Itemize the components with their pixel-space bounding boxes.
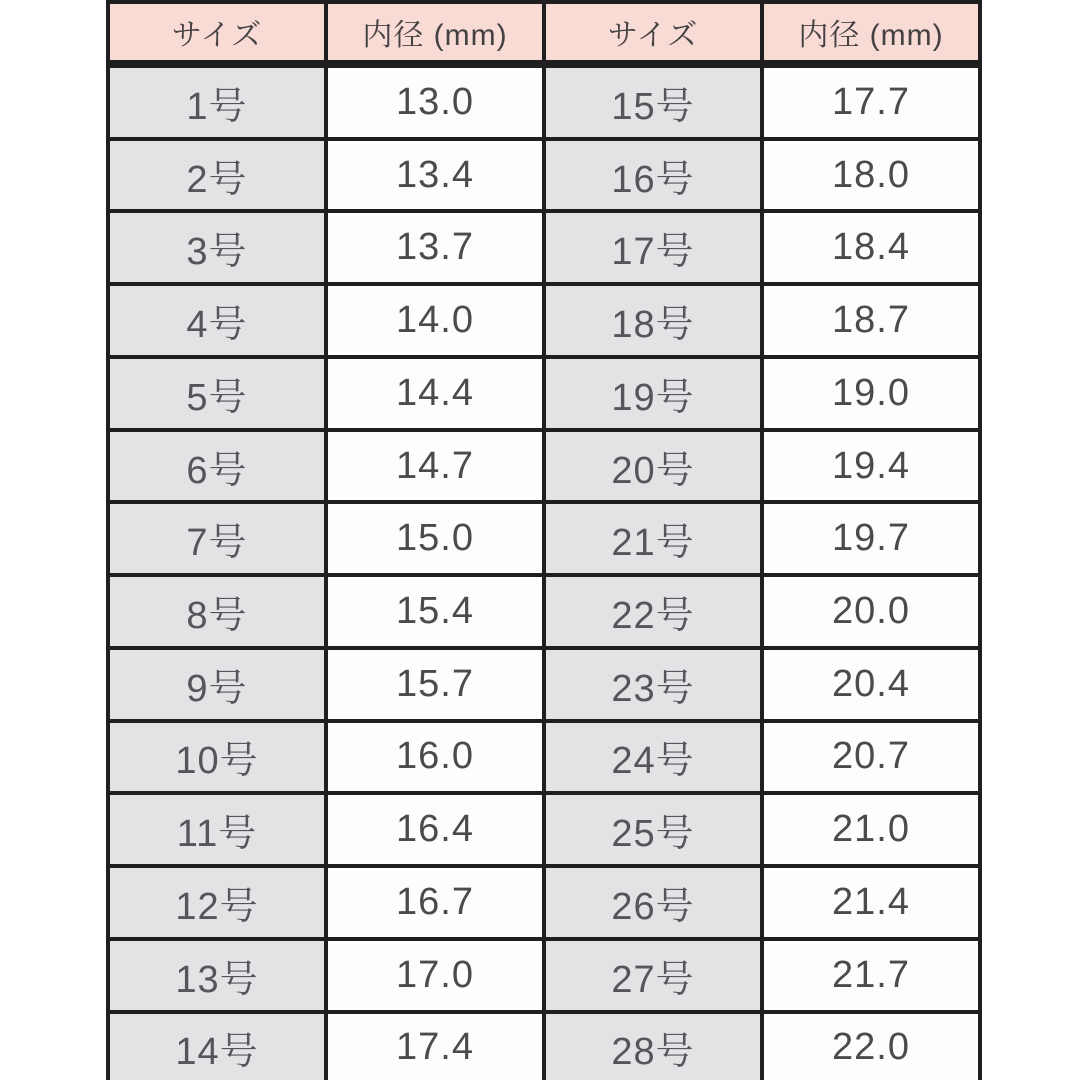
diameter-cell: 21.0 [762, 793, 980, 866]
diameter-cell: 20.0 [762, 575, 980, 648]
diameter-cell: 17.0 [326, 939, 544, 1012]
table-row [108, 1012, 980, 1080]
diameter-cell: 13.4 [326, 139, 544, 212]
table-row [108, 866, 980, 939]
table-row [108, 939, 980, 1012]
diameter-cell: 19.7 [762, 502, 980, 575]
size-cell: 11号 [108, 793, 326, 866]
size-cell: 16号 [544, 139, 762, 212]
table-row [108, 211, 980, 284]
table-row [108, 648, 980, 721]
diameter-cell: 18.4 [762, 211, 980, 284]
table-row [108, 793, 980, 866]
header-size-left: サイズ [108, 2, 326, 62]
size-cell: 4号 [108, 284, 326, 357]
ring-size-table [106, 0, 982, 1080]
size-cell: 17号 [544, 211, 762, 284]
size-cell: 18号 [544, 284, 762, 357]
diameter-cell: 16.0 [326, 721, 544, 794]
size-cell: 5号 [108, 357, 326, 430]
size-cell: 2号 [108, 139, 326, 212]
diameter-cell: 15.7 [326, 648, 544, 721]
diameter-cell: 15.0 [326, 502, 544, 575]
diameter-cell: 18.7 [762, 284, 980, 357]
size-cell: 21号 [544, 502, 762, 575]
diameter-cell: 16.4 [326, 793, 544, 866]
diameter-cell: 20.7 [762, 721, 980, 794]
diameter-cell: 21.4 [762, 866, 980, 939]
size-cell: 10号 [108, 721, 326, 794]
table-row [108, 357, 980, 430]
size-cell: 23号 [544, 648, 762, 721]
size-cell: 12号 [108, 866, 326, 939]
size-cell: 14号 [108, 1012, 326, 1080]
diameter-cell: 14.7 [326, 430, 544, 503]
diameter-cell: 20.4 [762, 648, 980, 721]
table-row [108, 66, 980, 139]
table-row [108, 502, 980, 575]
header-row [108, 2, 980, 62]
size-cell: 13号 [108, 939, 326, 1012]
size-cell: 24号 [544, 721, 762, 794]
size-cell: 19号 [544, 357, 762, 430]
diameter-cell: 13.0 [326, 66, 544, 139]
diameter-cell: 15.4 [326, 575, 544, 648]
size-cell: 28号 [544, 1012, 762, 1080]
size-cell: 22号 [544, 575, 762, 648]
table-row [108, 284, 980, 357]
header-diameter-left: 内径 (mm) [326, 2, 544, 62]
diameter-cell: 14.0 [326, 284, 544, 357]
diameter-cell: 13.7 [326, 211, 544, 284]
table-row [108, 721, 980, 794]
header-size-right: サイズ [544, 2, 762, 62]
size-cell: 8号 [108, 575, 326, 648]
size-cell: 7号 [108, 502, 326, 575]
header-diameter-right: 内径 (mm) [762, 2, 980, 62]
diameter-cell: 21.7 [762, 939, 980, 1012]
table-row [108, 575, 980, 648]
ring-size-chart [106, 0, 982, 1080]
size-cell: 25号 [544, 793, 762, 866]
size-cell: 3号 [108, 211, 326, 284]
diameter-cell: 18.0 [762, 139, 980, 212]
size-cell: 6号 [108, 430, 326, 503]
size-cell: 15号 [544, 66, 762, 139]
diameter-cell: 14.4 [326, 357, 544, 430]
diameter-cell: 17.4 [326, 1012, 544, 1080]
diameter-cell: 16.7 [326, 866, 544, 939]
table-row [108, 139, 980, 212]
diameter-cell: 17.7 [762, 66, 980, 139]
size-cell: 26号 [544, 866, 762, 939]
diameter-cell: 19.0 [762, 357, 980, 430]
size-cell: 27号 [544, 939, 762, 1012]
table-row [108, 430, 980, 503]
size-cell: 9号 [108, 648, 326, 721]
diameter-cell: 19.4 [762, 430, 980, 503]
size-cell: 1号 [108, 66, 326, 139]
diameter-cell: 22.0 [762, 1012, 980, 1080]
size-cell: 20号 [544, 430, 762, 503]
